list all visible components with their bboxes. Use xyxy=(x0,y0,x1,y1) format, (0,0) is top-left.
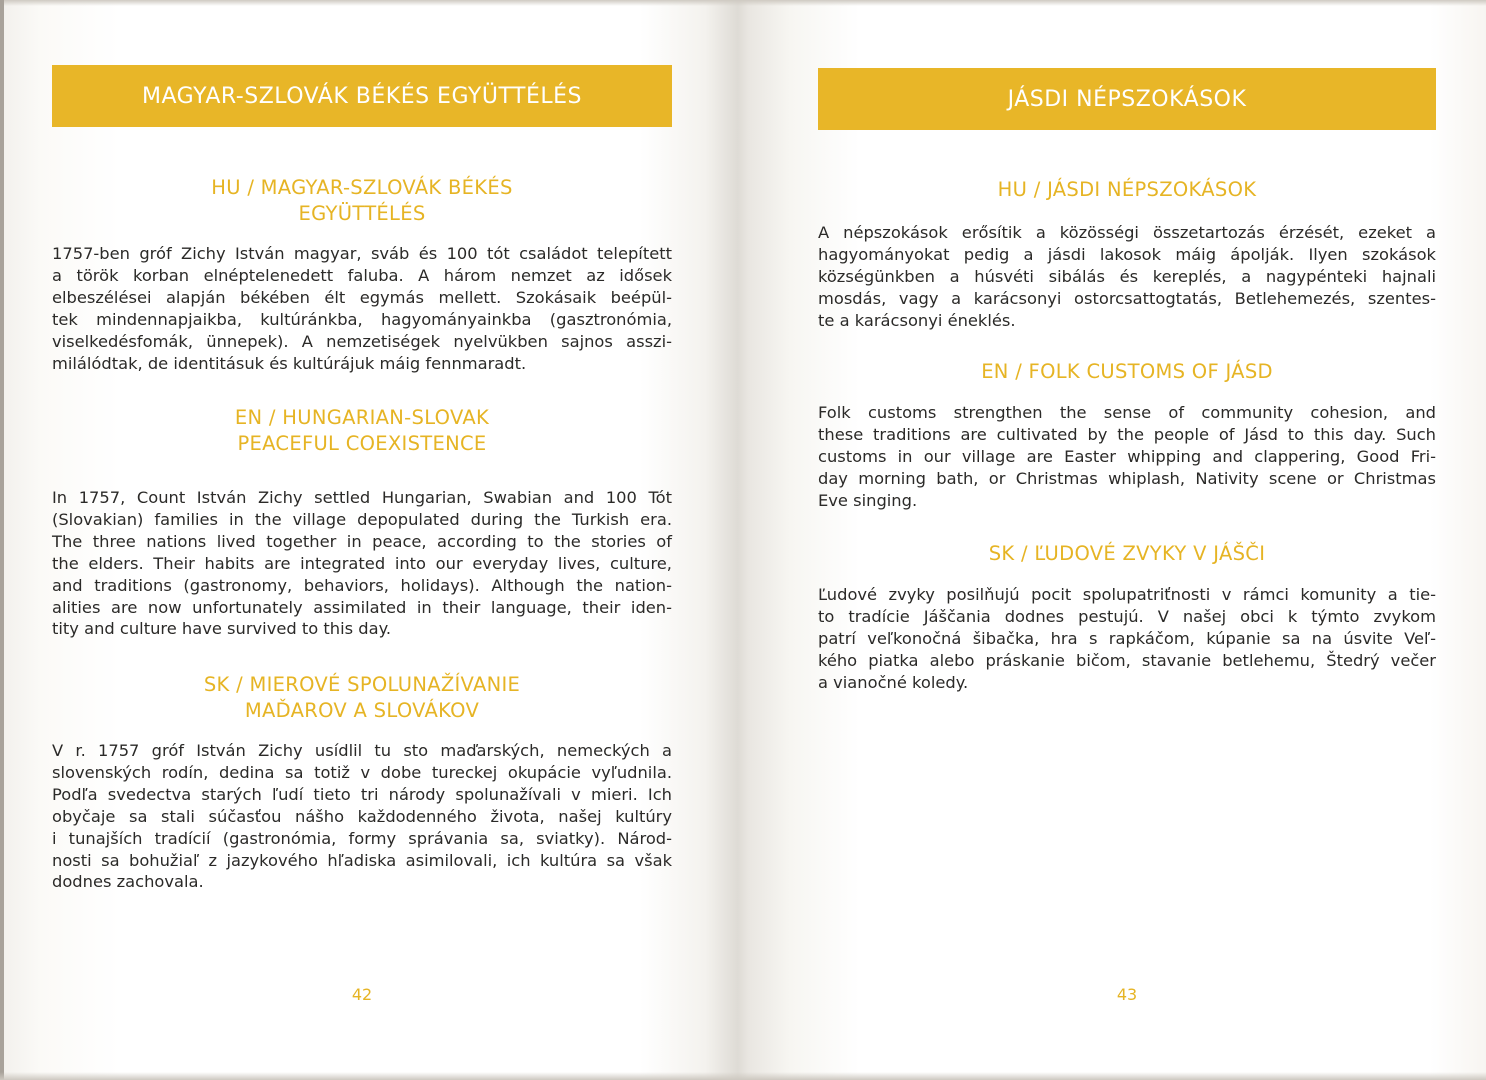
text-line: day morning bath, or Christmas whiplash, Nativity scene or Christmas xyxy=(818,468,1436,488)
text-line: V r. 1757 gróf István Zichy usídlil tu sto maďarských, nemeckých a xyxy=(52,741,672,760)
text-line: nosti sa bohužiaľ z jazykového hľadiska asimilovali, ich kultúra sa však xyxy=(52,850,672,870)
left-page-banner: MAGYAR-SZLOVÁK BÉKÉS EGYÜTTÉLÉS xyxy=(52,65,672,127)
right-sk-heading-line: SK / ĽUDOVÉ ZVYKY V JÁŠČI xyxy=(988,542,1266,565)
text-line: viselkedésfomák, ünnepek). A nemzetiségek nyelvükben sajnos asszi- xyxy=(52,331,672,351)
right-sk-paragraph xyxy=(818,584,1436,694)
text-line: customs in our village are Easter whipping and clappering, Good Fri- xyxy=(818,446,1436,466)
left-page xyxy=(52,0,672,1080)
text-line: tek mindennapjaikba, kultúránkba, hagyományainkba (gasztronómia, xyxy=(52,309,672,329)
text-line: In 1757, Count István Zichy settled Hungarian, Swabian and 100 Tót xyxy=(52,488,672,507)
text-line: Ľudové zvyky posilňujú pocit spolupatriťnosti v rámci komunity a tie- xyxy=(818,585,1436,604)
text-line: Podľa svedectva starých ľudí tieto tri národy spolunažívali v mieri. Ich xyxy=(52,784,672,804)
text-line: te a karácsonyi éneklés. xyxy=(818,310,1016,330)
left-sk-heading-line: SK / MIEROVÉ SPOLUNAŽÍVANIE xyxy=(203,673,521,696)
left-hu-paragraph xyxy=(52,243,672,374)
paper-left-edge xyxy=(0,0,4,1080)
right-en-paragraph xyxy=(818,402,1436,512)
text-line: patrí veľkonočná šibačka, hra s rapkáčom, kúpanie sa na úsvite Veľ- xyxy=(818,628,1436,648)
right-sk-heading xyxy=(818,541,1436,567)
right-en-heading-line: EN / FOLK CUSTOMS OF JÁSD xyxy=(981,360,1273,383)
right-en-heading xyxy=(818,359,1436,385)
text-line: these traditions are cultivated by the people of Jásd to this day. Such xyxy=(818,424,1436,444)
left-hu-heading xyxy=(52,175,672,227)
text-line: (Slovakian) families in the village depopulated during the Turkish era. xyxy=(52,509,672,529)
text-line: A népszokások erősítik a közösségi összetartozás érzését, ezeket a xyxy=(818,223,1436,242)
right-page-banner: JÁSDI NÉPSZOKÁSOK xyxy=(818,68,1436,130)
text-line: kého piatka alebo práskanie bičom, stavanie betlehemu, Štedrý večer xyxy=(818,650,1436,670)
text-line: elbeszélései alapján békében élt egymás mellett. Szokásaik beépül- xyxy=(52,287,672,307)
right-page xyxy=(818,0,1436,1080)
text-line: obyčaje sa stali súčasťou nášho každodenného života, našej kultúry xyxy=(52,806,672,826)
text-line: the elders. Their habits are integrated into our everyday lives, culture, xyxy=(52,553,672,573)
left-sk-paragraph xyxy=(52,740,672,893)
text-line: The three nations lived together in peace, according to the stories of xyxy=(52,531,672,551)
text-line: slovenských rodín, dedina sa totiž v dobe tureckej okupácie vyľudnila. xyxy=(52,762,672,782)
text-line: dodnes zachovala. xyxy=(52,872,204,892)
text-line: i tunajších tradícií (gastronómia, formy správania sa, sviatky). Národ- xyxy=(52,828,672,848)
page-number: 42 xyxy=(351,985,373,1004)
right-hu-heading-line: HU / JÁSDI NÉPSZOKÁSOK xyxy=(997,178,1257,201)
text-line: and traditions (gastronomy, behaviors, holidays). Although the nation- xyxy=(52,575,672,595)
text-line: a vianočné koledy. xyxy=(818,672,969,692)
text-line: milálódtak, de identitásuk és kultúrájuk máig fennmaradt. xyxy=(52,353,527,373)
text-line: a török korban elnéptelenedett faluba. A három nemzet az idősek xyxy=(52,265,672,285)
left-sk-heading-line: MAĎAROV A SLOVÁKOV xyxy=(244,699,480,722)
page-number: 43 xyxy=(1116,985,1138,1004)
left-en-heading xyxy=(52,405,672,457)
right-hu-heading xyxy=(818,177,1436,203)
text-line: to tradície Jáščania dodnes pestujú. V našej obci k týmto zvykom xyxy=(818,606,1436,626)
text-line: községünkben a húsvéti sibálás és kereplés, a nagypénteki hajnali xyxy=(818,266,1436,286)
text-line: Eve singing. xyxy=(818,490,918,510)
text-line: mosdás, vagy a karácsonyi ostorcsattogtatás, Betlehemezés, szentes- xyxy=(818,288,1436,308)
left-sk-heading xyxy=(52,672,672,724)
left-hu-heading-line: HU / MAGYAR-SZLOVÁK BÉKÉS xyxy=(211,176,513,199)
left-hu-heading-line: EGYÜTTÉLÉS xyxy=(298,202,426,225)
right-hu-paragraph xyxy=(818,222,1436,332)
left-en-heading-line: PEACEFUL COEXISTENCE xyxy=(237,432,487,455)
text-line: alities are now unfortunately assimilated in their language, their iden- xyxy=(52,597,672,617)
left-en-heading-line: EN / HUNGARIAN-SLOVAK xyxy=(234,406,490,429)
text-line: 1757-ben gróf Zichy István magyar, sváb és 100 tót családot telepített xyxy=(52,244,672,263)
text-line: Folk customs strengthen the sense of community cohesion, and xyxy=(818,403,1436,422)
text-line: tity and culture have survived to this day. xyxy=(52,619,392,639)
left-en-paragraph xyxy=(52,487,672,640)
text-line: hagyományokat pedig a jásdi lakosok máig ápolják. Ilyen szokások xyxy=(818,244,1436,264)
